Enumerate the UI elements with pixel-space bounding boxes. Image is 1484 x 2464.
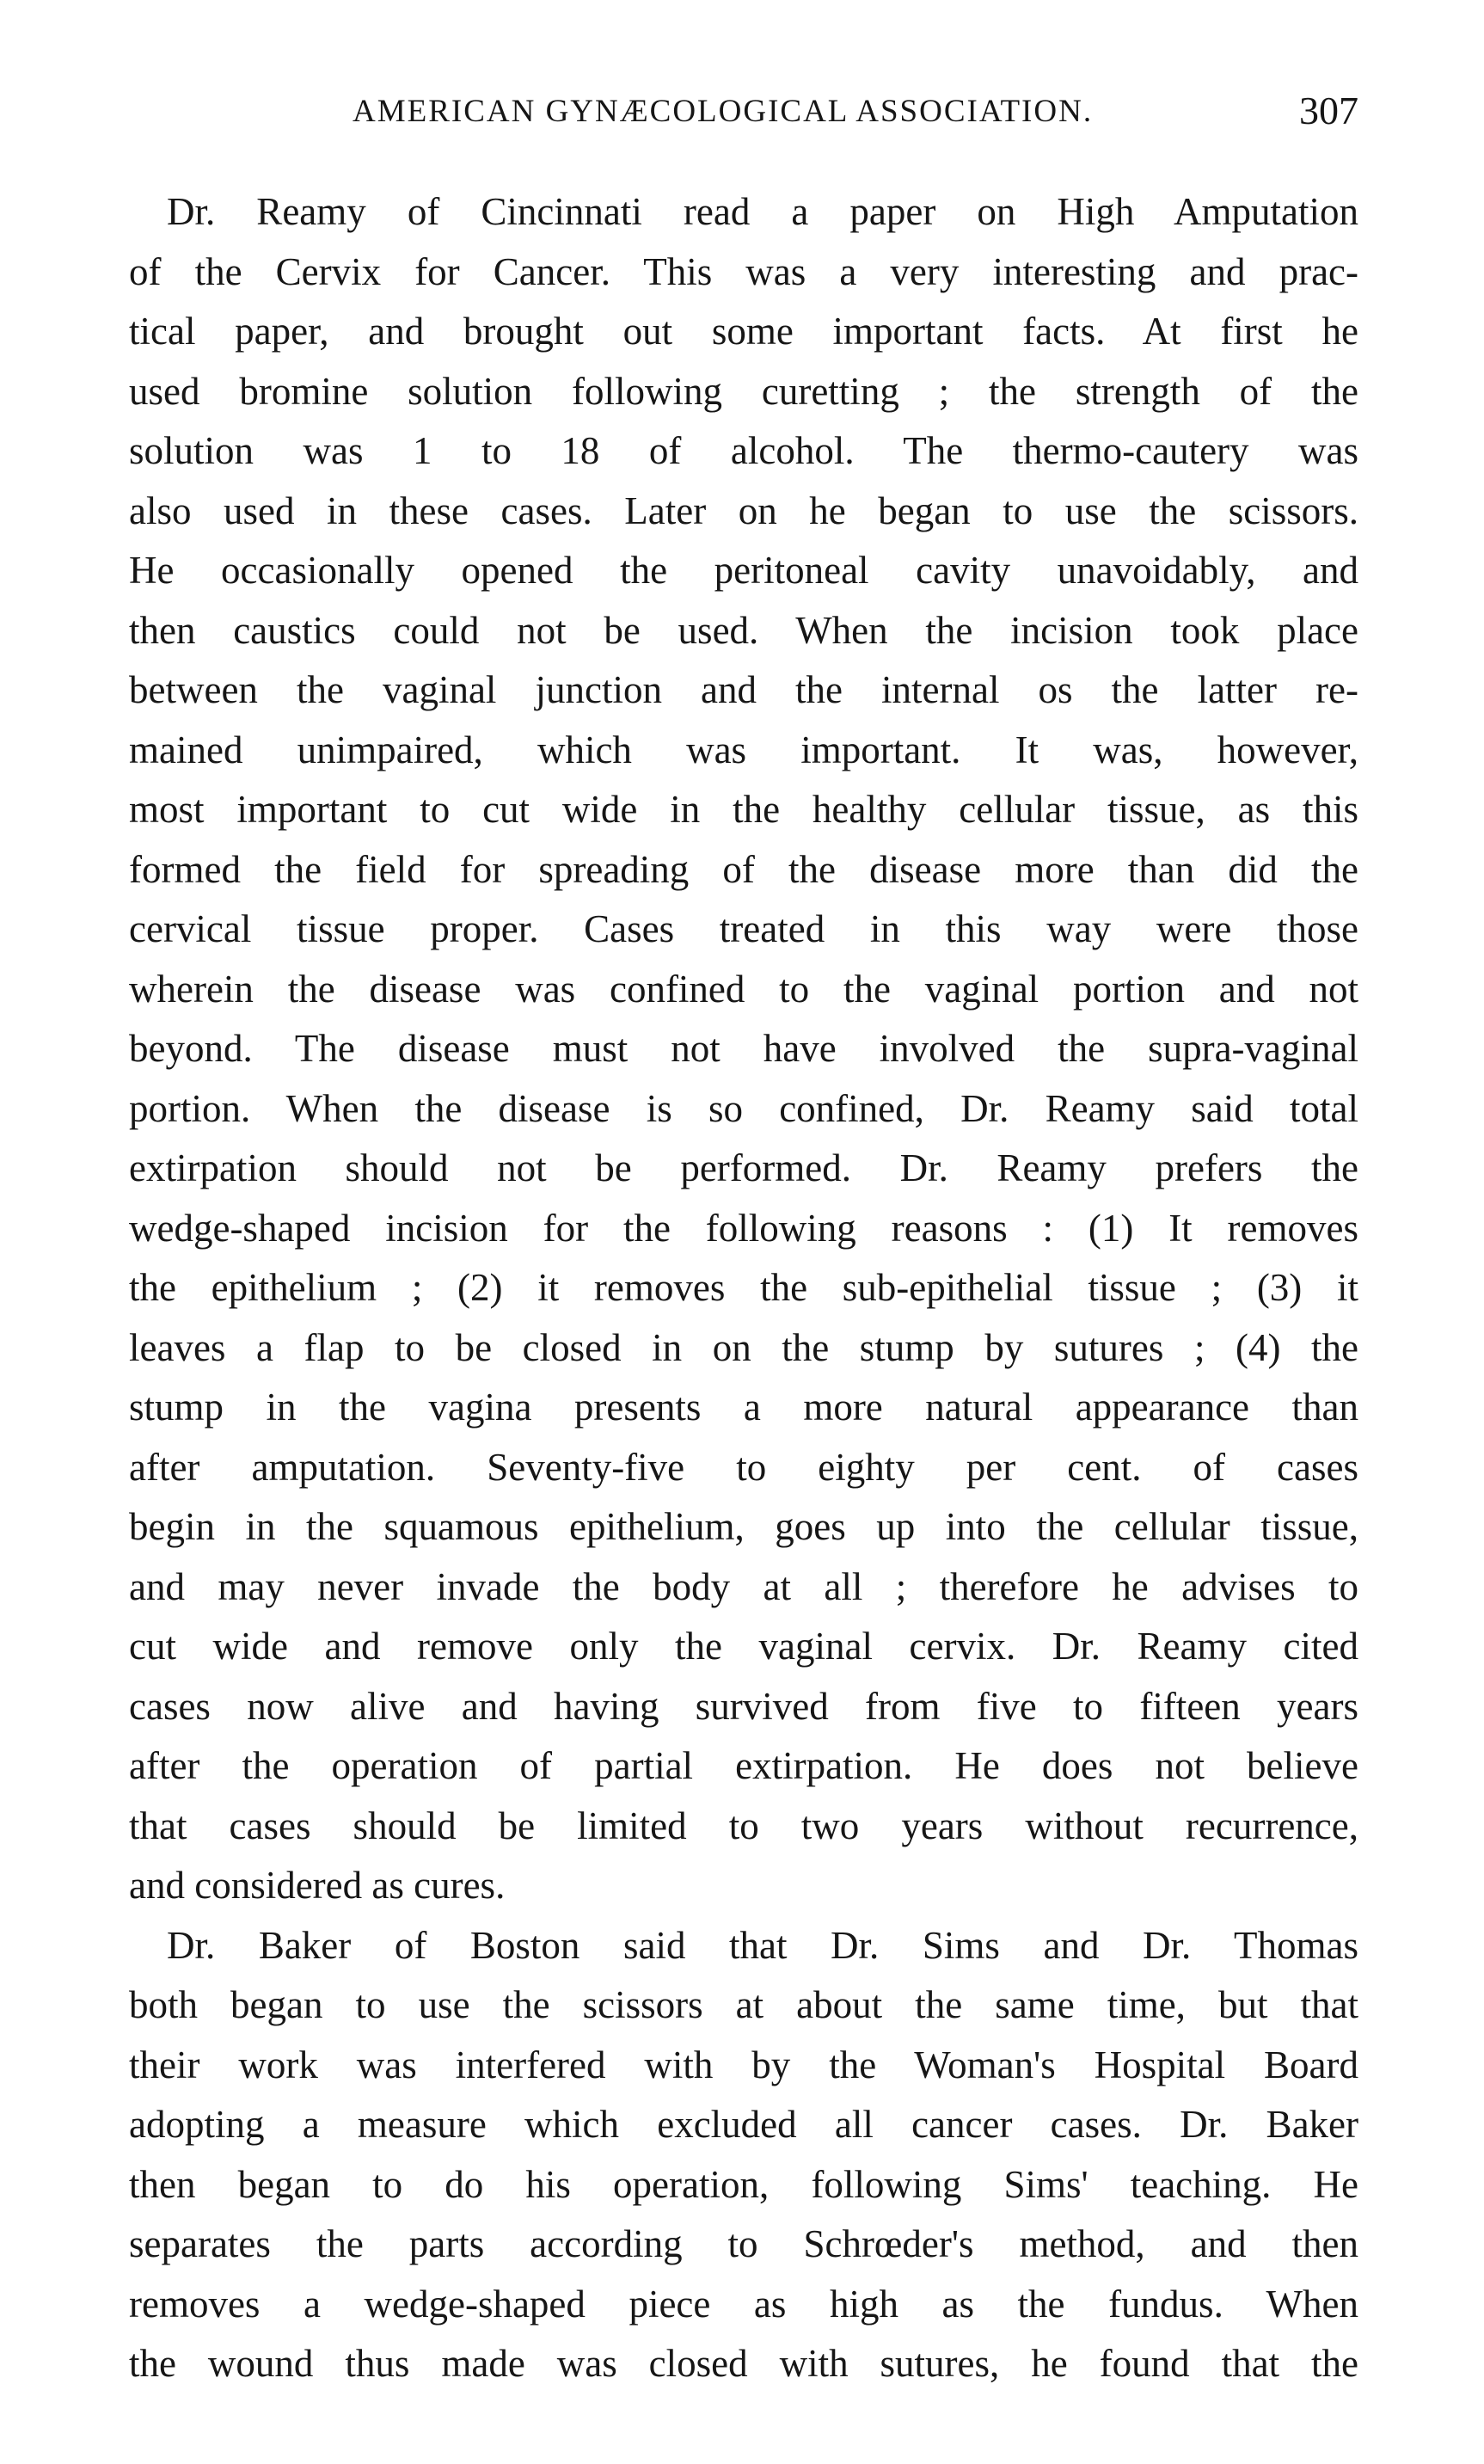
text-line: extirpation should not be performed. Dr. Reamy prefers the xyxy=(129,1146,1358,1189)
text-line: solution was 1 to 18 of alcohol. The thermo-cautery was xyxy=(129,429,1358,472)
text-line: leaves a flap to be closed in on the stump by sutures ; (4) the xyxy=(129,1325,1358,1369)
text-line: beyond. The disease must not have involved the supra-vaginal xyxy=(129,1027,1358,1070)
text-line: their work was interfered with by the Woman's Hospital Board xyxy=(129,2043,1358,2086)
text-line: removes a wedge-shaped piece as high as the fundus. When xyxy=(129,2282,1358,2326)
text-line: mained unimpaired, which was important. It was, however, xyxy=(129,728,1358,771)
text-line: portion. When the disease is so confined, Dr. Reamy said total xyxy=(129,1086,1358,1130)
text-line: begin in the squamous epithelium, goes up into the cellular tissue, xyxy=(129,1505,1358,1548)
text-line: Dr. Baker of Boston said that Dr. Sims and Dr. Thomas xyxy=(167,1923,1358,1967)
text-line: Dr. Reamy of Cincinnati read a paper on High Amputation xyxy=(167,190,1358,233)
text-line: wedge-shaped incision for the following reasons : (1) It removes xyxy=(129,1206,1358,1250)
text-line: adopting a measure which excluded all cancer cases. Dr. Baker xyxy=(129,2103,1358,2146)
text-line: between the vaginal junction and the internal os the latter re- xyxy=(129,668,1358,711)
text-line: used bromine solution following curetting ; the strength of the xyxy=(129,369,1358,413)
text-line: and may never invade the body at all ; therefore he advises to xyxy=(129,1564,1358,1608)
text-line: then began to do his operation, following Sims' teaching. He xyxy=(129,2162,1358,2206)
running-title: AMERICAN GYNÆCOLOGICAL ASSOCIATION. xyxy=(353,94,1094,129)
text-line: tical paper, and brought out some important facts. At first he xyxy=(129,310,1358,353)
text-line: of the Cervix for Cancer. This was a very interesting and prac- xyxy=(129,249,1358,293)
text-line: also used in these cases. Later on he began to use the scissors. xyxy=(129,488,1358,532)
text-line: after the operation of partial extirpation. He does not believe xyxy=(129,1744,1358,1787)
text-line: separates the parts according to Schrœder's method, and then xyxy=(129,2222,1358,2265)
body-text xyxy=(129,182,1358,2394)
text-line: the epithelium ; (2) it removes the sub-epithelial tissue ; (3) it xyxy=(129,1266,1358,1309)
text-line: that cases should be limited to two years without recurrence, xyxy=(129,1803,1358,1847)
text-line: cases now alive and having survived from five to fifteen years xyxy=(129,1684,1358,1728)
text-line: most important to cut wide in the healthy cellular tissue, as this xyxy=(129,788,1358,831)
text-line: and considered as cures. xyxy=(129,1864,506,1907)
text-line: after amputation. Seventy-five to eighty per cent. of cases xyxy=(129,1445,1358,1489)
page-number: 307 xyxy=(1299,89,1358,132)
running-head xyxy=(129,89,1358,144)
text-line: then caustics could not be used. When the incision took place xyxy=(129,608,1358,652)
text-line: cervical tissue proper. Cases treated in this way were those xyxy=(129,907,1358,950)
text-line: stump in the vagina presents a more natural appearance than xyxy=(129,1386,1358,1429)
text-line: wherein the disease was confined to the vaginal portion and not xyxy=(129,967,1358,1011)
text-line: formed the field for spreading of the disease more than did the xyxy=(129,847,1358,891)
text-line: the wound thus made was closed with sutures, he found that the xyxy=(129,2342,1358,2385)
text-line: cut wide and remove only the vaginal cervix. Dr. Reamy cited xyxy=(129,1625,1358,1668)
text-line: both began to use the scissors at about the same time, but that xyxy=(129,1983,1358,2026)
text-line: He occasionally opened the peritoneal cavity unavoidably, and xyxy=(129,549,1358,592)
